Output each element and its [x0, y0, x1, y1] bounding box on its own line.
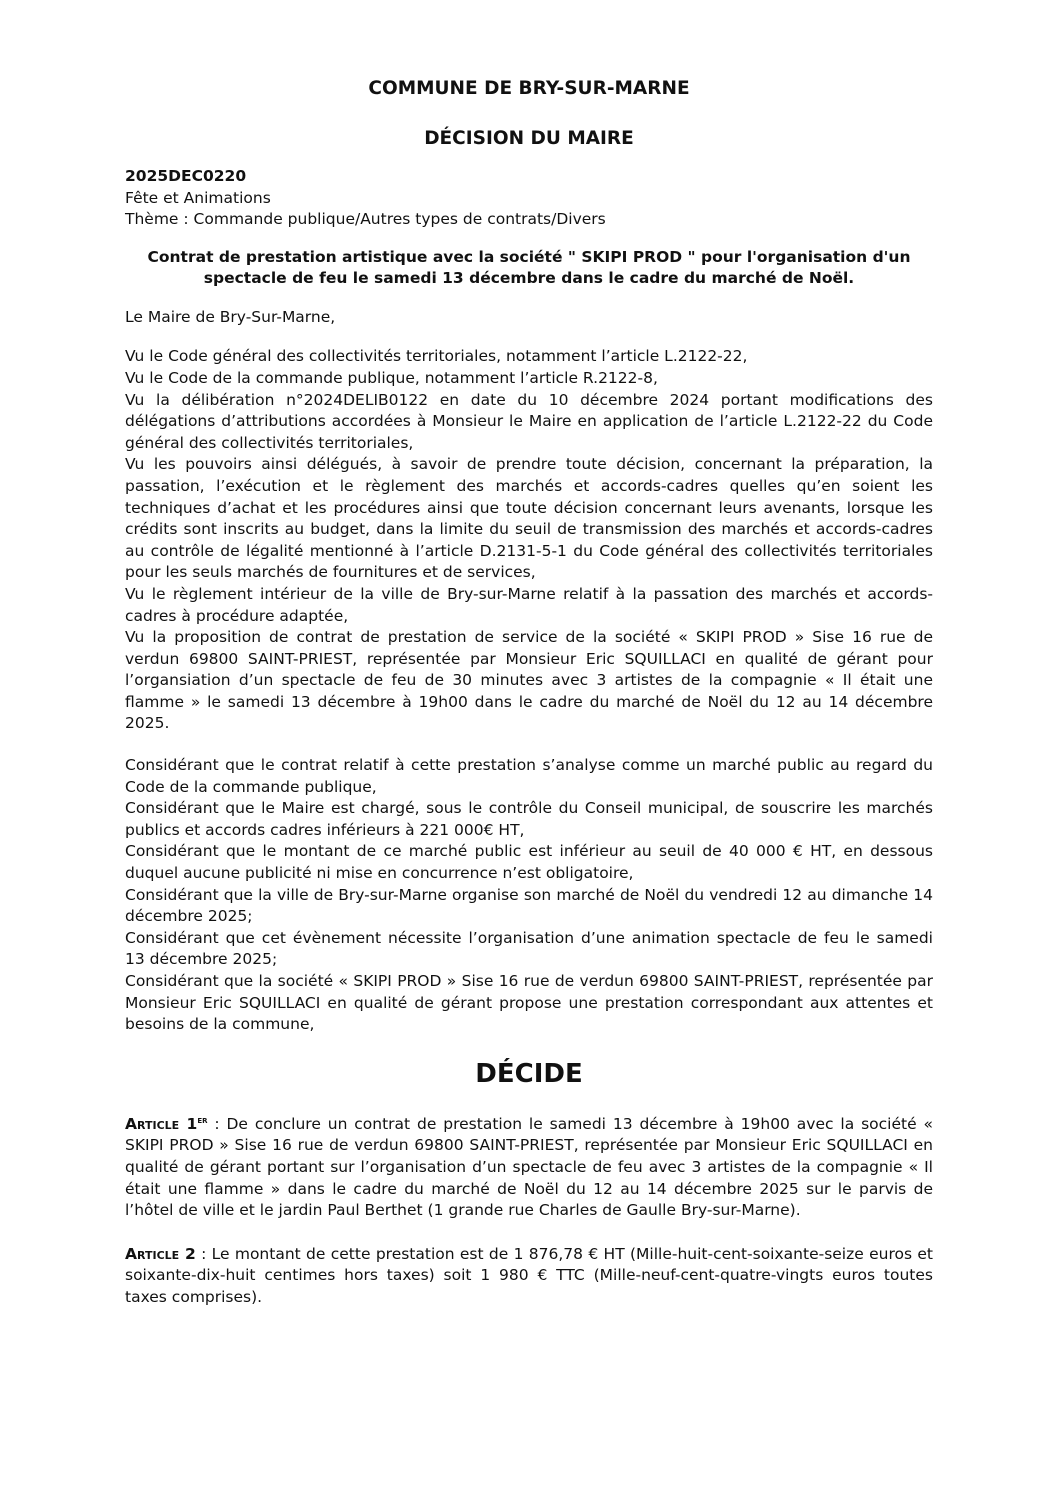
article-label — [125, 1245, 196, 1263]
article-text: De conclure un contrat de prestation le samedi 13 décembre à 19h00 avec la société « SKIPI PROD » Sise 16 rue de verdun 69800 SAINT-PRIEST, représentée par Monsieur Eric SQUILLACI en qualité de gérant portant sur l’organisation d’un spectacle de feu avec 3 artistes de la compagnie « Il était une flamme » dans le cadre du marché de Noël du 12 au 14 décembre 2025 sur le parvis de l’hôtel de ville et le jardin Paul Berthet (1 grande rue Charles de Gaulle Bry-sur-Marne). — [125, 1114, 933, 1220]
subject-line-2: spectacle de feu le samedi 13 décembre dans le cadre du marché de Noël. — [203, 268, 855, 287]
service-name: Fête et Animations — [125, 188, 271, 207]
article-separator: : — [195, 1244, 212, 1263]
article-2 — [125, 1244, 933, 1309]
vu-paragraph: Vu la proposition de contrat de prestation de service de la société « SKIPI PROD » Sise 16 rue de verdun 69800 SAINT-PRIEST, représentée par Monsieur Eric SQUILLACI en qualité de gérant pour l’organsiation d’un spectacle de feu de 30 minutes avec 3 artistes de la compagnie « Il était une flamme » le samedi 13 décembre à 19h00 dans le cadre du marché de Noël du 12 au 14 décembre 2025. — [125, 628, 933, 733]
article-label-text: Article 1 — [125, 1114, 198, 1133]
vu-paragraph: Vu le Code général des collectivités territoriales, notamment l’article L.2122-22, — [125, 347, 748, 366]
decide-heading: DÉCIDE — [475, 1058, 583, 1089]
article-label — [125, 1115, 207, 1133]
considerant-paragraph: Considérant que le contrat relatif à cette prestation s’analyse comme un marché public au regard du Code de la commande publique, — [125, 756, 933, 796]
decision-title: DÉCISION DU MAIRE — [424, 128, 634, 149]
salutation: Le Maire de Bry-Sur-Marne, — [125, 307, 336, 326]
commune-title: COMMUNE DE BRY-SUR-MARNE — [368, 78, 690, 99]
vu-paragraph: Vu les pouvoirs ainsi délégués, à savoir de prendre toute décision, concernant la préparation, la passation, l’exécution et le règlement des marchés et accords-cadres quelles qu’en soient les techniques d’achat et les procédures ainsi que toute décision concernant leurs avenants, lorsque les crédits sont inscrits au budget, dans la limite du seuil de transmission des marchés et accords-cadres au contrôle de légalité mentionné à l’article D.2131-5-1 du Code général des collectivités territoriales pour les seuls marchés de fournitures et de services, — [125, 455, 933, 582]
article-1 — [125, 1114, 933, 1222]
considerant-paragraph: Considérant que le montant de ce marché public est inférieur au seuil de 40 000 € HT, en dessous duquel aucune publicité ni mise en concurrence n’est obligatoire, — [125, 842, 933, 883]
decision-document — [125, 76, 933, 1309]
decision-subject — [125, 247, 933, 289]
vus-section — [125, 346, 933, 735]
vu-paragraph: Vu le Code de la commande publique, notamment l’article R.2122-8, — [125, 368, 658, 387]
decision-theme: Thème : Commande publique/Autres types de contrats/Divers — [125, 210, 606, 229]
article-label-text: Article 2 — [125, 1244, 196, 1263]
subject-line-1: Contrat de prestation artistique avec la société " SKIPI PROD " pour l'organisation d'un — [147, 247, 911, 266]
vu-paragraph: Vu le règlement intérieur de la ville de Bry-sur-Marne relatif à la passation des marchés et accords-cadres à procédure adaptée, — [125, 584, 933, 625]
article-text: Le montant de cette prestation est de 1 876,78 € HT (Mille-huit-cent-soixante-seize euros et soixante-dix-huit centimes hors taxes) soit 1 980 € TTC (Mille-neuf-cent-quatre-vingts euros toutes taxes comprises). — [125, 1244, 933, 1306]
decision-number: 2025DEC0220 — [125, 167, 247, 185]
article-separator: : — [207, 1114, 227, 1133]
considerant-paragraph: Considérant que cet évènement nécessite l’organisation d’une animation spectacle de feu le samedi 13 décembre 2025; — [125, 928, 933, 969]
considerant-paragraph: Considérant que la ville de Bry-sur-Marne organise son marché de Noël du vendredi 12 au dimanche 14 décembre 2025; — [125, 885, 933, 926]
considerant-paragraph: Considérant que la société « SKIPI PROD » Sise 16 rue de verdun 69800 SAINT-PRIEST, représentée par Monsieur Eric SQUILLACI en qualité de gérant propose une prestation correspondant aux attentes et besoins de la commune, — [125, 972, 933, 1034]
article-label-sup: er — [197, 1114, 208, 1126]
vu-paragraph: Vu la délibération n°2024DELIB0122 en date du 10 décembre 2024 portant modifications des délégations d’attributions accordées à Monsieur le Maire en application de l’article L.2122-22 du Code général des collectivités territoriales, — [125, 390, 933, 452]
considerant-paragraph: Considérant que le Maire est chargé, sous le contrôle du Conseil municipal, de souscrire les marchés publics et accords cadres inférieurs à 221 000€ HT, — [125, 799, 933, 839]
considerants-section — [125, 755, 933, 1036]
